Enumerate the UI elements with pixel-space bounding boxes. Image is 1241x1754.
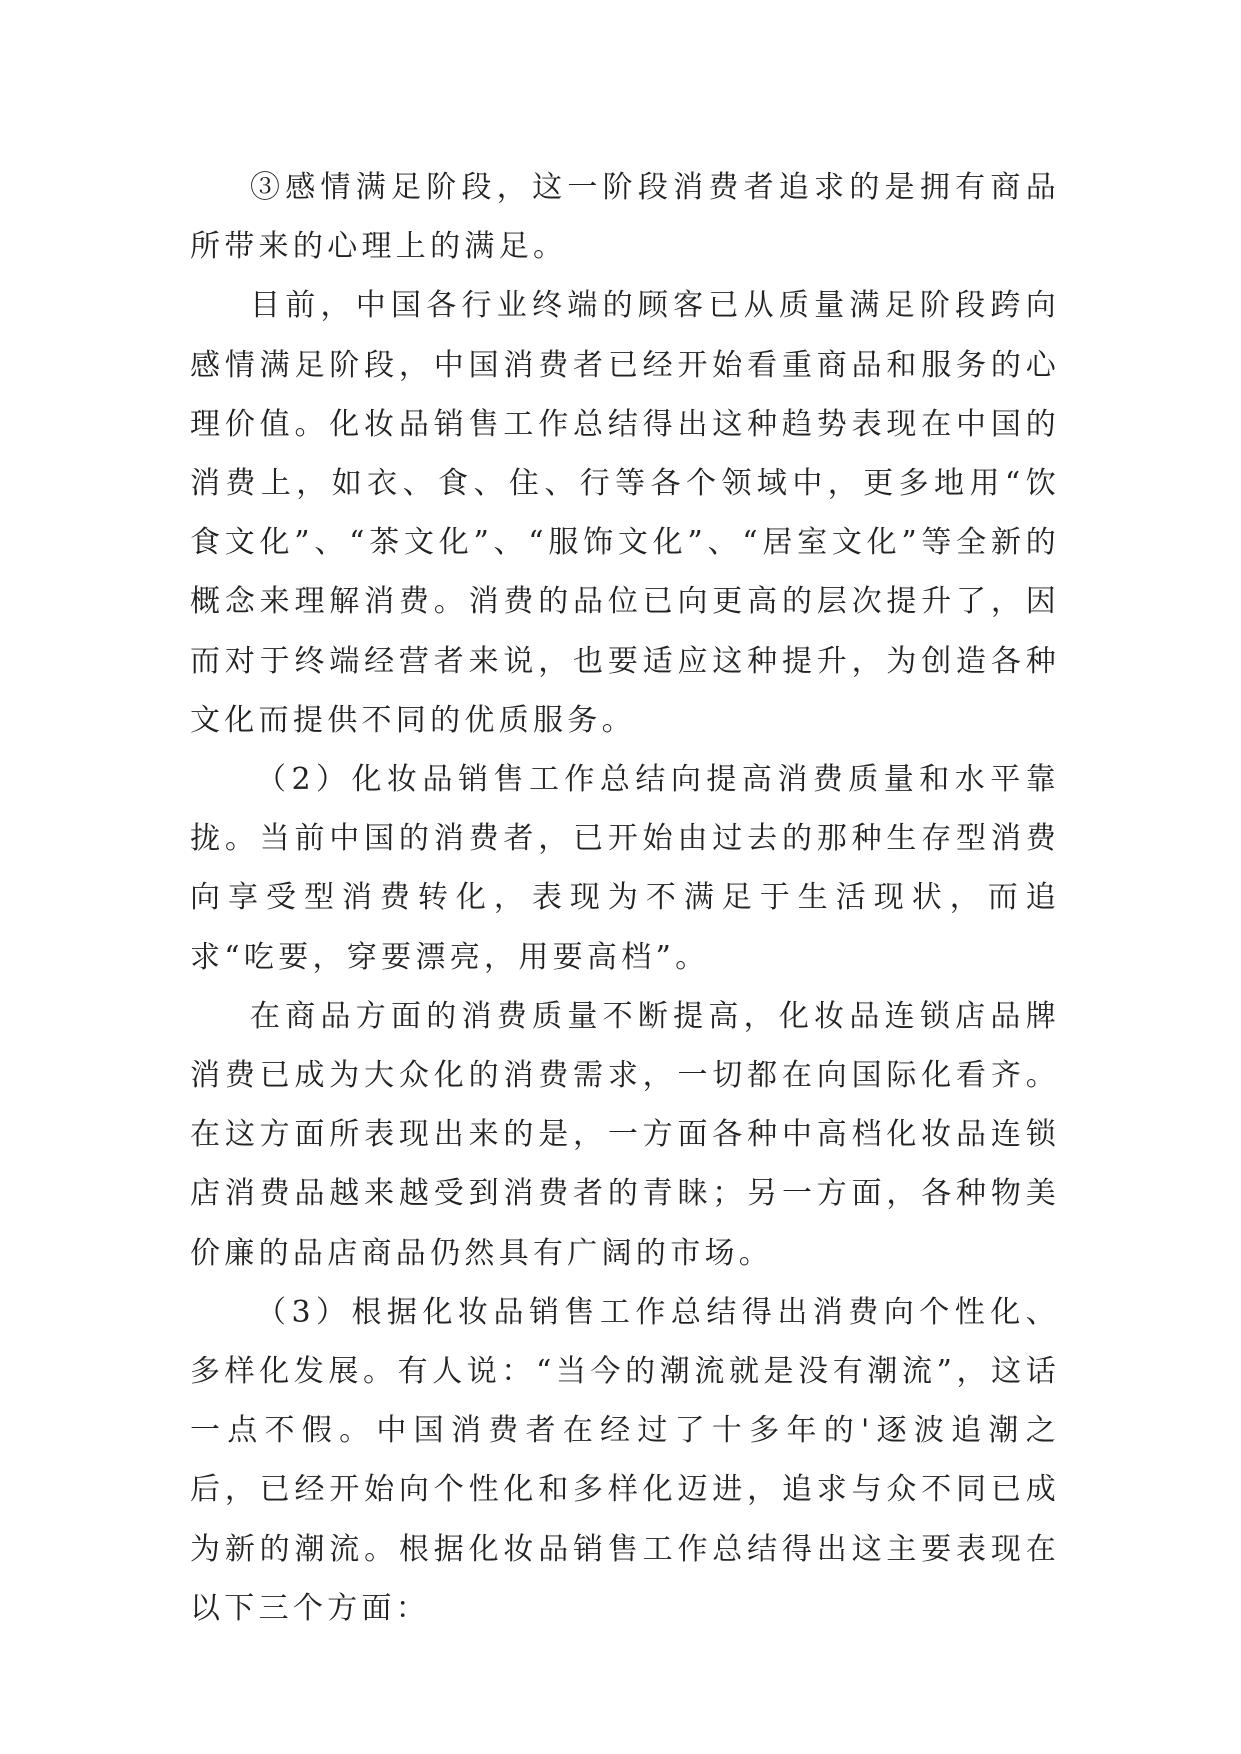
document-body [190, 158, 1060, 1638]
paragraph-current-trend: 目前，中国各行业终端的顾客已从质量满足阶段跨向感情满足阶段，中国消费者已经开始看重商品和服务的心理价值。化妆品销售工作总结得出这种趋势表现在中国的消费上，如衣、食、住、行等各个领域中，更多地用“饮食文化”、“茶文化”、“服饰文化”、“居室文化”等全新的概念来理解消费。消费的品位已向更高的层次提升了，因而对于终端经营者来说，也要适应这种提升，为创造各种文化而提供不同的优质服务。 [190, 288, 1060, 738]
paragraph-goods-consumption: 在商品方面的消费质量不断提高，化妆品连锁店品牌消费已成为大众化的消费需求，一切都在向国际化看齐。在这方面所表现出来的是，一方面各种中高档化妆品连锁店消费品越来越受到消费者的青睐；另一方面，各种物美价廉的品店商品仍然具有广阔的市场。 [190, 998, 1060, 1271]
paragraph-quality-level: （2）化妆品销售工作总结向提高消费质量和水平靠拢。当前中国的消费者，已开始由过去的那种生存型消费向享受型消费转化，表现为不满足于生活现状，而追求“吃要，穿要漂亮，用要高档”。 [190, 762, 1060, 975]
paragraph-personalization: （3）根据化妆品销售工作总结得出消费向个性化、多样化发展。有人说：“当今的潮流就是没有潮流”，这话一点不假。中国消费者在经过了十多年的'逐波追潮之后，已经开始向个性化和多样化迈进，追求与众不同已成为新的潮流。根据化妆品销售工作总结得出这主要表现在以下三个方面： [190, 1294, 1060, 1626]
paragraph-emotional-stage: ③感情满足阶段，这一阶段消费者追求的是拥有商品所带来的心理上的满足。 [190, 170, 1060, 265]
